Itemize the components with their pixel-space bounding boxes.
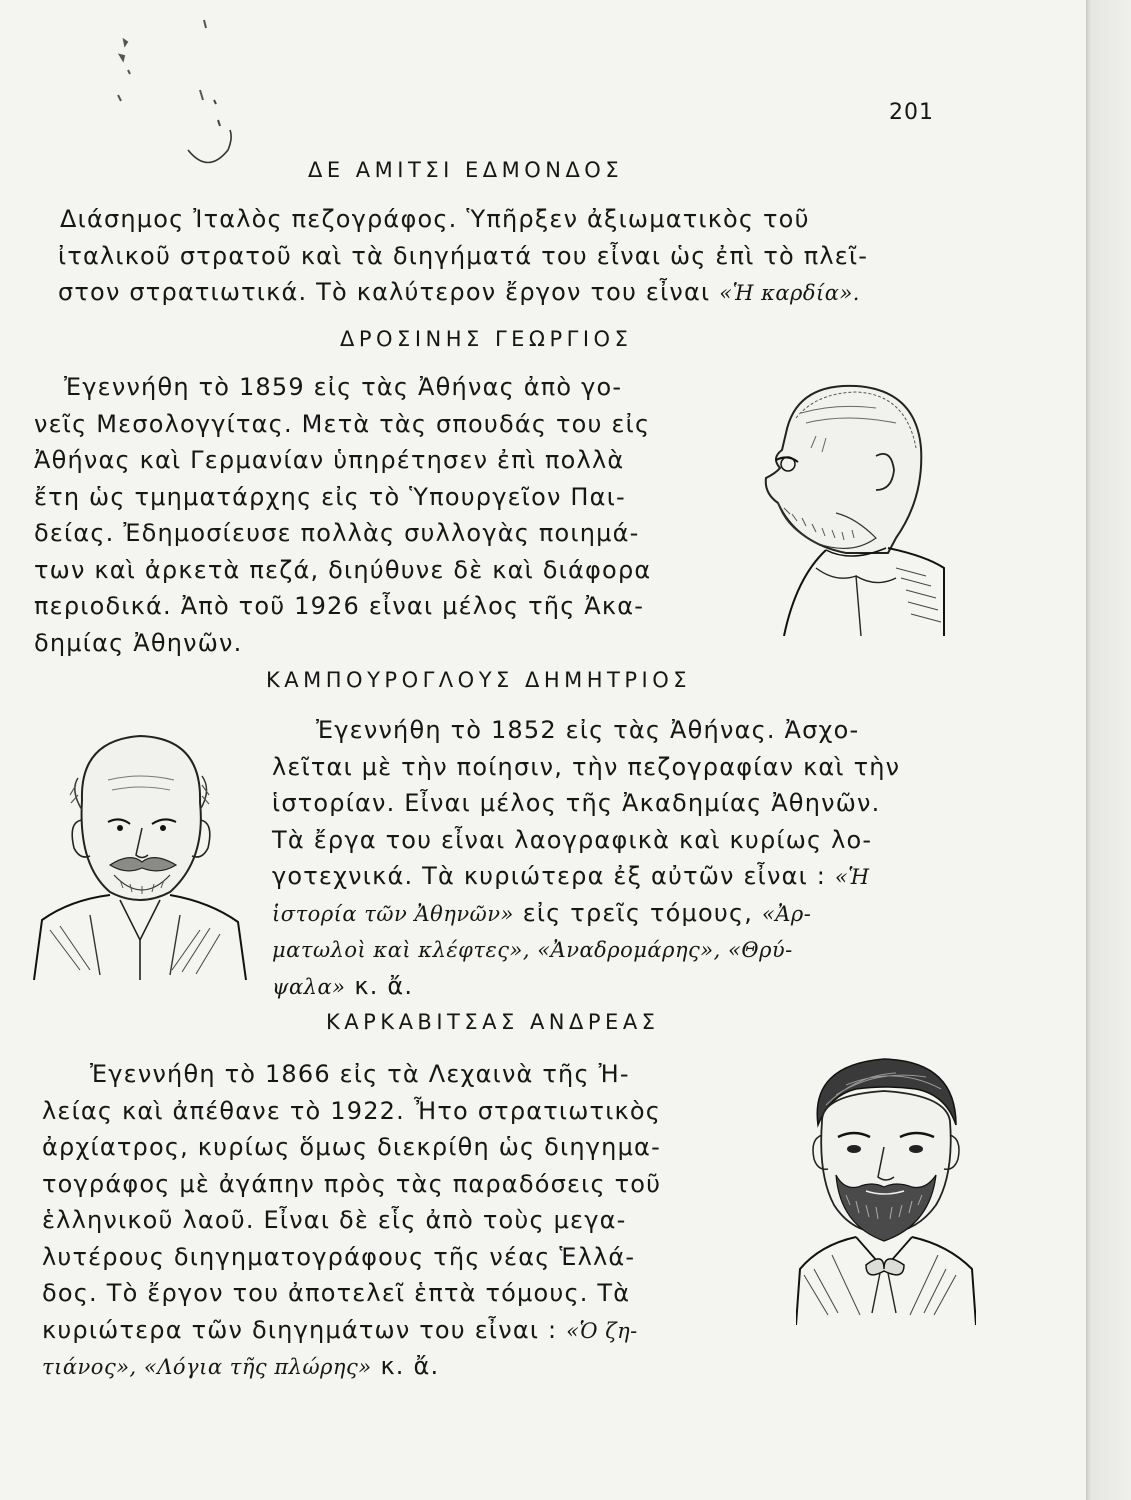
text-line: Διάσημος Ἰταλὸς πεζογράφος. Ὑπῆρξεν ἀξιωματικὸς τοῦ <box>60 205 810 233</box>
text-segment: γοτεχνικά. Τὰ κυριώτερα ἐξ αὐτῶν εἶναι : <box>272 862 827 890</box>
italic-title: «Ἡ καρδία». <box>719 281 860 305</box>
portrait-drosinis <box>756 378 946 636</box>
text-line: λεῖται μὲ τὴν ποίησιν, τὴν πεζογραφίαν καὶ τὴν <box>272 752 901 781</box>
text-line: λυτέρους διηγηματογράφους τῆς νέας Ἑλλά- <box>42 1242 636 1271</box>
text-line: ἱστορίαν. Εἶναι μέλος τῆς Ἀκαδημίας Ἀθηνῶν. <box>272 789 881 817</box>
text-line <box>272 931 900 968</box>
text-line: Ἐγεννήθη τὸ 1859 εἰς τὰς Ἀθήνας ἀπὸ γο- <box>64 373 623 401</box>
text-line <box>42 1312 661 1349</box>
entry-heading-kampouroglous: ΚΑΜΠΟΥΡΟΓΛΟΥΣ ΔΗΜΗΤΡΙΟΣ <box>266 668 692 692</box>
text-line: περιοδικά. Ἀπὸ τοῦ 1926 εἶναι μέλος τῆς Ἀκα- <box>34 592 645 620</box>
text-line: ἰταλικοῦ στρατοῦ καὶ τὰ διηγήματά του εἶναι ὡς ἐπὶ τὸ πλεῖ- <box>58 241 869 270</box>
text-line: ἑλληνικοῦ λαοῦ. Εἶναι δὲ εἷς ἀπὸ τοὺς μεγα- <box>42 1206 627 1234</box>
text-line: δείας. Ἐδημοσίευσε πολλὰς συλλογὰς ποιημά- <box>34 519 640 547</box>
page-number: 201 <box>889 100 934 125</box>
italic-title: ἱστορία τῶν Ἀθηνῶν» <box>272 901 514 926</box>
entry-heading-drosinis: ΔΡΟΣΙΝΗΣ ΓΕΩΡΓΙΟΣ <box>340 327 633 351</box>
text-segment: εἰς τρεῖς τόμους, <box>522 898 754 927</box>
text-line: δος. Τὸ ἔργον του ἀποτελεῖ ἑπτὰ τόμους. Τὰ <box>42 1279 631 1307</box>
text-segment: κ. ἄ. <box>354 971 414 1000</box>
entry-text-karkavitsas <box>42 1056 662 1385</box>
text-line: Ἐγεννήθη τὸ 1852 εἰς τὰς Ἀθήνας. Ἀσχο- <box>316 716 860 744</box>
text-line: λείας καὶ ἀπέθανε τὸ 1922. Ἦτο στρατιωτικὸς <box>42 1096 662 1125</box>
entry-heading-de-amicis: ΔΕ ΑΜΙΤΣΙ ΕΔΜΟΝΔΟΣ <box>308 158 624 182</box>
text-line: δημίας Ἀθηνῶν. <box>34 628 243 657</box>
text-line: τογράφος μὲ ἀγάπην πρὸς τὰς παραδόσεις τοῦ <box>42 1169 662 1198</box>
text-line: Τὰ ἔργα του εἶναι λαογραφικὰ καὶ κυρίως λο- <box>272 825 873 854</box>
text-line: των καὶ ἀρκετὰ πεζά, διηύθυνε δὲ καὶ διάφορα <box>34 555 652 584</box>
italic-title: τιάνος», «Λόγια τῆς πλώρης» <box>42 1355 372 1379</box>
italic-title: «Ἀρ- <box>761 901 812 926</box>
text-line <box>42 1348 661 1385</box>
text-line <box>272 858 900 895</box>
entry-text-kampouroglous <box>272 712 901 1004</box>
page-edge-shadow <box>1086 0 1131 1500</box>
text-line <box>58 274 868 311</box>
text-line: Ἐγεννήθη τὸ 1866 εἰς τὰ Λεχαινὰ τῆς Ἠ- <box>90 1060 630 1088</box>
italic-title: «Ὁ ζη- <box>566 1318 638 1343</box>
portrait-karkavitsas <box>796 1055 976 1325</box>
text-line <box>272 895 900 932</box>
text-line: Ἀθήνας καὶ Γερμανίαν ὑπηρέτησεν ἐπὶ πολλὰ <box>34 446 625 474</box>
text-line: νεῖς Μεσολογγίτας. Μετὰ τὰς σπουδάς του εἰς <box>34 409 651 438</box>
text-line <box>272 968 900 1005</box>
italic-title: «Ἡ <box>834 865 870 889</box>
entry-heading-karkavitsas: ΚΑΡΚΑΒΙΤΣΑΣ ΑΝΔΡΕΑΣ <box>326 1010 660 1034</box>
text-segment: κυριώτερα τῶν διηγημάτων του εἶναι : <box>42 1315 558 1344</box>
entry-text-drosinis <box>34 369 652 661</box>
ink-smudge-marks <box>100 0 260 180</box>
italic-title: ματωλοὶ καὶ κλέφτες», «Ἀναδρομάρης», «Θρύ- <box>272 938 793 962</box>
text-segment: κ. ἄ. <box>380 1352 440 1380</box>
text-segment: στον στρατιωτικά. Τὸ καλύτερον ἔργον του εἶναι <box>58 278 711 306</box>
italic-title: ψαλα» <box>272 974 346 999</box>
portrait-kampouroglous <box>30 730 250 980</box>
text-line: ἀρχίατρος, κυρίως ὅμως διεκρίθη ὡς διηγημα- <box>42 1133 661 1161</box>
text-line: ἔτη ὡς τμηματάρχης εἰς τὸ Ὑπουργεῖον Παι- <box>34 482 626 511</box>
entry-text-de-amicis <box>60 201 868 311</box>
